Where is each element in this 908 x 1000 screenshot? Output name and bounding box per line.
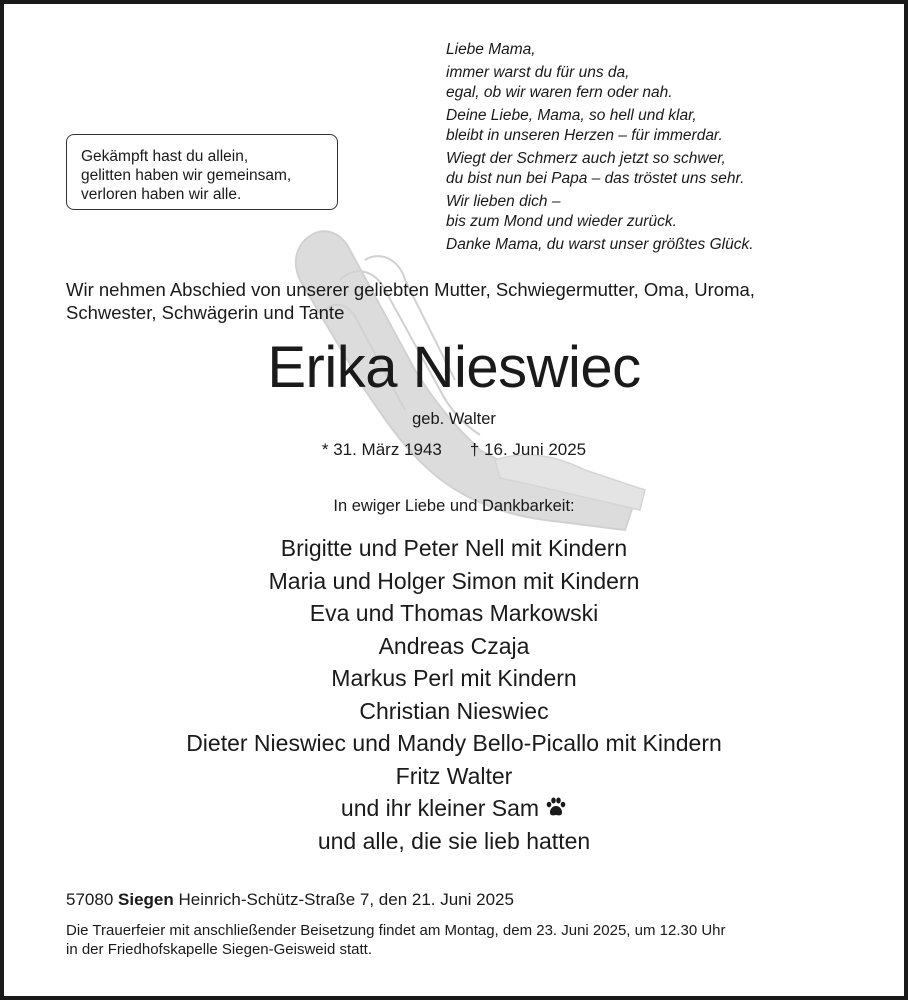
mourner-pet [0,792,908,825]
mourner: und ihr kleiner Sam [340,795,540,821]
mourner: Brigitte und Peter Nell mit Kindern [280,535,628,561]
mourner: Fritz Walter [395,762,513,789]
mourner: Dieter Nieswiec und Mandy Bello-Picallo mit Kindern [186,730,722,756]
poem [446,40,886,257]
birth-date: * 31. März 1943 [321,440,442,459]
mourner: Andreas Czaja [378,632,530,659]
birth-name: geb. Walter [412,410,496,428]
mourner: Christian Nieswiec [359,697,549,724]
quote-line: gelitten haben wir gemeinsam, [81,167,292,184]
deceased-name: Erika Nieswiec [267,335,641,400]
poem-line: Deine Liebe, Mama, so hell und klar, [446,106,697,124]
mourner: Maria und Holger Simon mit Kindern [268,567,640,594]
mourners-list [0,532,908,857]
funeral-line: Die Trauerfeier mit anschließender Beisetzung findet am Montag, dem 23. Juni 2025, um 12.30 Uhr [66,922,726,939]
dedication: In ewiger Liebe und Dankbarkeit: [333,497,575,515]
death-date: † 16. Juni 2025 [469,440,587,459]
poem-line: bis zum Mond und wieder zurück. [446,213,677,230]
address-line [66,890,514,910]
street-and-date: Heinrich-Schütz-Straße 7, den 21. Juni 2025 [178,890,514,909]
quote-line: Gekämpft hast du allein, [81,148,249,165]
funeral-line: in der Friedhofskapelle Siegen-Geisweid statt. [66,941,372,958]
poem-line: Wir lieben dich – [446,192,561,210]
life-dates [0,440,908,460]
intro-line: Schwester, Schwägerin und Tante [66,302,345,323]
poem-line: egal, ob wir waren fern oder nah. [446,84,673,101]
mourner: Markus Perl mit Kindern [331,665,577,691]
poem-line: du bist nun bei Papa – das tröstet uns sehr. [446,170,745,187]
intro-text [66,278,866,324]
intro-line: Wir nehmen Abschied von unserer geliebten Mutter, Schwiegermutter, Oma, Uroma, [66,279,755,300]
poem-line: Liebe Mama, [446,41,536,58]
paw-print-icon [545,797,567,817]
poem-line: Wiegt der Schmerz auch jetzt so schwer, [446,149,726,167]
mourner: und alle, die sie lieb hatten [317,827,591,854]
poem-line: immer warst du für uns da, [446,63,630,81]
poem-line: Danke Mama, du warst unser größtes Glück. [446,235,754,253]
poem-line: bleibt in unseren Herzen – für immerdar. [446,127,723,144]
quote-box [66,134,338,210]
mourner: Eva und Thomas Markowski [309,600,599,626]
postcode: 57080 [66,890,114,909]
city: Siegen [118,890,174,909]
funeral-notice [66,921,856,959]
quote-line: verloren haben wir alle. [81,186,242,203]
